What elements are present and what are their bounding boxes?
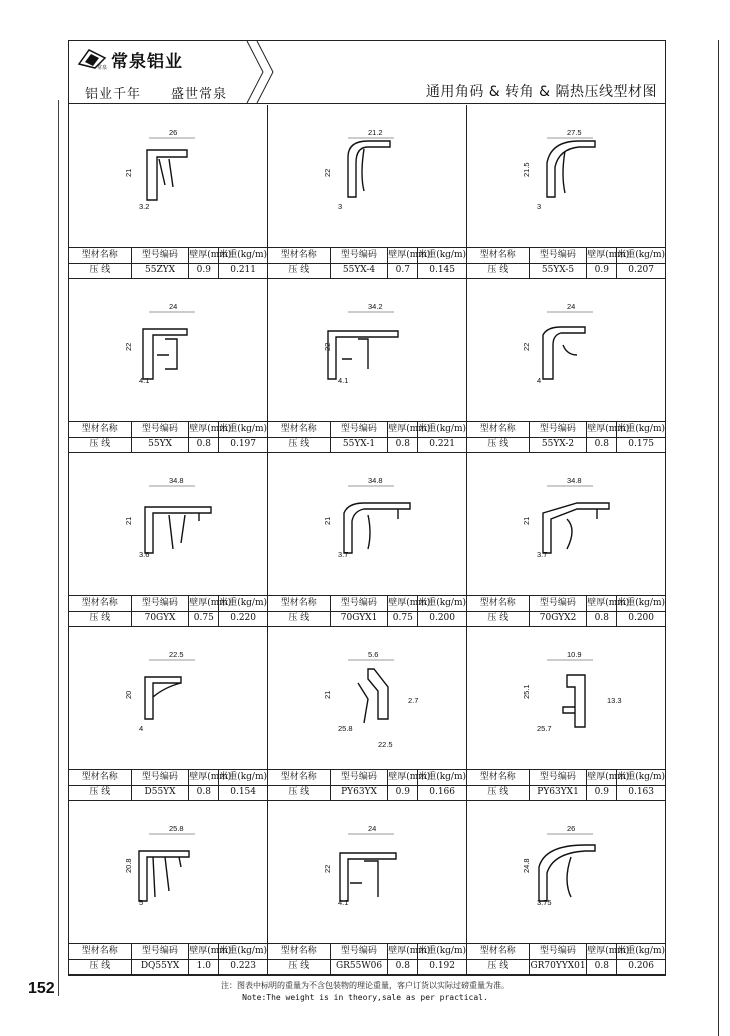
spec-table bbox=[268, 421, 466, 452]
profile-name: 压 线 bbox=[69, 263, 132, 278]
profile-cell bbox=[467, 105, 665, 279]
spec-header-cell: 米重(kg/m) bbox=[418, 424, 466, 434]
spec-header-row bbox=[467, 944, 665, 960]
spec-header-cell: 壁厚(mm) bbox=[189, 770, 219, 785]
spec-header-cell: 米重(kg/m) bbox=[617, 772, 665, 782]
profile-shape bbox=[145, 507, 211, 553]
header-rule bbox=[69, 103, 665, 104]
spec-table bbox=[467, 421, 665, 452]
profile-code: 55YX-1 bbox=[331, 437, 389, 452]
spec-value-row bbox=[69, 959, 267, 974]
wall-thickness: 0.7 bbox=[388, 263, 418, 278]
profile-shape bbox=[145, 677, 181, 719]
spec-header-row bbox=[69, 422, 267, 438]
profile-drawing bbox=[69, 105, 268, 249]
dimension-label: 22.5 bbox=[169, 650, 184, 659]
spec-header-cell: 壁厚(mm) bbox=[388, 422, 418, 437]
brand-name: 常泉铝业 bbox=[111, 51, 183, 72]
profile-cell bbox=[69, 627, 268, 801]
dimension-label: 3 bbox=[338, 202, 343, 211]
wall-thickness: 0.9 bbox=[189, 263, 219, 278]
wall-thickness: 1.0 bbox=[189, 959, 219, 974]
spec-value-row bbox=[268, 611, 466, 626]
profile-cell bbox=[467, 453, 665, 627]
wall-thickness: 0.9 bbox=[587, 785, 617, 800]
dimension-label: 20 bbox=[124, 690, 133, 699]
spec-header-cell: 型号编码 bbox=[530, 422, 588, 437]
spec-header-cell: 型材名称 bbox=[69, 422, 132, 437]
dimension-label: 4 bbox=[139, 724, 144, 733]
spec-header-cell: 壁厚(mm) bbox=[189, 248, 219, 263]
wall-thickness: 0.8 bbox=[587, 437, 617, 452]
footer-note-cn: 注：图表中标明的重量为不含包装物的理论重量，客户订货以实际过磅重量为准。 bbox=[221, 981, 509, 990]
profile-drawing bbox=[268, 627, 467, 771]
profile-drawing bbox=[268, 105, 467, 249]
profile-name: 压 线 bbox=[69, 437, 132, 452]
wall-thickness: 0.9 bbox=[587, 263, 617, 278]
profile-name: 压 线 bbox=[268, 611, 331, 626]
profile-drawing bbox=[69, 627, 268, 771]
dimension-label: 34.8 bbox=[169, 476, 184, 485]
wall-thickness: 0.8 bbox=[388, 959, 418, 974]
spec-header-cell: 型材名称 bbox=[467, 596, 530, 611]
spec-header-row bbox=[268, 248, 466, 264]
wall-thickness: 0.75 bbox=[189, 611, 219, 626]
profile-name: 压 线 bbox=[69, 611, 132, 626]
spec-value-row bbox=[69, 785, 267, 800]
profile-shape bbox=[340, 853, 396, 901]
spec-header-cell: 型号编码 bbox=[132, 770, 190, 785]
dimension-label: 21.2 bbox=[368, 128, 383, 137]
dimension-label: 34.8 bbox=[368, 476, 383, 485]
profile-code: 55YX-5 bbox=[530, 263, 588, 278]
spec-header-cell: 型材名称 bbox=[268, 422, 331, 437]
profile-drawing bbox=[268, 801, 467, 945]
profile-name: 压 线 bbox=[467, 611, 530, 626]
dimension-label: 22 bbox=[323, 342, 332, 351]
spec-header-cell: 型材名称 bbox=[268, 944, 331, 959]
dimension-label: 4.1 bbox=[338, 898, 349, 907]
profile-name: 压 线 bbox=[467, 437, 530, 452]
spec-header-cell: 型号编码 bbox=[331, 944, 389, 959]
dimension-label: 20.8 bbox=[124, 858, 133, 873]
meter-weight: 0.163 bbox=[628, 787, 654, 797]
slogan-left: 铝业千年 bbox=[85, 87, 142, 102]
profile-drawing bbox=[69, 279, 268, 423]
dimension-label: 34.8 bbox=[567, 476, 582, 485]
spec-header-cell: 壁厚(mm) bbox=[388, 770, 418, 785]
spec-header-cell: 型号编码 bbox=[132, 422, 190, 437]
spec-header-cell: 型号编码 bbox=[331, 770, 389, 785]
dimension-label: 3.2 bbox=[139, 202, 150, 211]
spec-header-row bbox=[268, 596, 466, 612]
profile-code: 55YX-4 bbox=[331, 263, 389, 278]
header-chevron-icon bbox=[247, 41, 287, 104]
meter-weight: 0.166 bbox=[429, 787, 455, 797]
spec-header-cell: 型材名称 bbox=[69, 770, 132, 785]
logo-icon bbox=[77, 48, 107, 70]
profile-shape bbox=[143, 329, 187, 379]
spec-header-cell: 型材名称 bbox=[467, 944, 530, 959]
profile-name: 压 线 bbox=[268, 437, 331, 452]
spec-header-cell: 壁厚(mm) bbox=[189, 944, 219, 959]
meter-weight: 0.200 bbox=[429, 613, 455, 623]
spec-header-cell: 型号编码 bbox=[132, 944, 190, 959]
spec-value-row bbox=[467, 437, 665, 452]
profile-code: GR70YYX01 bbox=[530, 959, 588, 974]
spec-header-cell: 米重(kg/m) bbox=[418, 250, 466, 260]
spec-table bbox=[467, 595, 665, 626]
meter-weight: 0.206 bbox=[628, 961, 654, 971]
spec-header-cell: 壁厚(mm) bbox=[587, 248, 617, 263]
dimension-label: 21 bbox=[124, 168, 133, 177]
spec-header-cell: 壁厚(mm) bbox=[587, 596, 617, 611]
meter-weight: 0.197 bbox=[230, 439, 256, 449]
profile-shape bbox=[543, 503, 609, 553]
spec-header-cell: 型材名称 bbox=[268, 248, 331, 263]
dimension-label: 25.8 bbox=[338, 724, 353, 733]
spec-table bbox=[69, 421, 267, 452]
profile-name: 压 线 bbox=[268, 263, 331, 278]
profile-code: PY63YX1 bbox=[530, 785, 588, 800]
profile-drawing bbox=[268, 279, 467, 423]
spec-header-cell: 型号编码 bbox=[331, 422, 389, 437]
spec-header-row bbox=[268, 770, 466, 786]
spec-table bbox=[268, 247, 466, 278]
spec-value-row bbox=[268, 263, 466, 278]
spec-header-cell: 型号编码 bbox=[530, 770, 588, 785]
meter-weight: 0.145 bbox=[429, 265, 455, 275]
spec-value-row bbox=[467, 263, 665, 278]
profile-code: GR55W06 bbox=[331, 959, 389, 974]
spec-header-cell: 型材名称 bbox=[268, 596, 331, 611]
catalog-sheet bbox=[68, 40, 666, 976]
wall-thickness: 0.8 bbox=[587, 611, 617, 626]
spec-header-cell: 壁厚(mm) bbox=[587, 770, 617, 785]
brand bbox=[77, 45, 183, 73]
spec-header-cell: 型材名称 bbox=[467, 248, 530, 263]
spec-value-row bbox=[268, 437, 466, 452]
profile-code: DQ55YX bbox=[132, 959, 190, 974]
spec-header-cell: 型材名称 bbox=[467, 770, 530, 785]
spec-header-cell: 壁厚(mm) bbox=[587, 422, 617, 437]
dimension-label: 3.75 bbox=[537, 898, 552, 907]
profile-code: 70GYX bbox=[132, 611, 190, 626]
meter-weight: 0.154 bbox=[230, 787, 256, 797]
spec-header-cell: 米重(kg/m) bbox=[617, 598, 665, 608]
spec-table bbox=[268, 943, 466, 974]
spec-header-cell: 壁厚(mm) bbox=[388, 944, 418, 959]
spec-value-row bbox=[268, 785, 466, 800]
profile-drawing bbox=[69, 453, 268, 597]
dimension-label: 22 bbox=[522, 342, 531, 351]
slogan-right: 盛世常泉 bbox=[171, 87, 228, 102]
dimension-label: 4 bbox=[537, 376, 542, 385]
page-header bbox=[69, 41, 665, 105]
spec-value-row bbox=[467, 785, 665, 800]
spec-value-row bbox=[69, 263, 267, 278]
spec-header-row bbox=[268, 422, 466, 438]
spec-header-cell: 米重(kg/m) bbox=[219, 424, 267, 434]
profile-drawing bbox=[69, 801, 268, 945]
profile-code: D55YX bbox=[132, 785, 190, 800]
spec-header-row bbox=[69, 596, 267, 612]
wall-thickness: 0.8 bbox=[189, 437, 219, 452]
profile-code: 55ZYX bbox=[132, 263, 190, 278]
spec-table bbox=[69, 595, 267, 626]
dimension-label: 22.5 bbox=[378, 740, 393, 749]
profile-code: 55YX bbox=[132, 437, 190, 452]
dimension-label: 13.3 bbox=[607, 696, 622, 705]
spec-header-row bbox=[467, 422, 665, 438]
dimension-label: 24 bbox=[567, 302, 576, 311]
spec-value-row bbox=[467, 611, 665, 626]
profile-cell bbox=[268, 105, 467, 279]
spec-header-cell: 型号编码 bbox=[331, 248, 389, 263]
spec-header-cell: 米重(kg/m) bbox=[219, 250, 267, 260]
dimension-label: 22 bbox=[323, 168, 332, 177]
meter-weight: 0.175 bbox=[628, 439, 654, 449]
profile-shape bbox=[344, 503, 410, 553]
dimension-label: 25.1 bbox=[522, 684, 531, 699]
profile-cell bbox=[268, 801, 467, 975]
spec-header-cell: 型号编码 bbox=[530, 248, 588, 263]
dimension-label: 3 bbox=[537, 202, 542, 211]
spec-header-cell: 型材名称 bbox=[268, 770, 331, 785]
spec-table bbox=[467, 943, 665, 974]
footer-note-en: Note:The weight is in theory,sale as per practical. bbox=[242, 993, 488, 1002]
profile-cell bbox=[69, 801, 268, 975]
profile-cell bbox=[69, 105, 268, 279]
wall-thickness: 0.75 bbox=[388, 611, 418, 626]
dimension-label: 25.8 bbox=[169, 824, 184, 833]
spec-header-cell: 型材名称 bbox=[69, 248, 132, 263]
spec-header-cell: 米重(kg/m) bbox=[219, 772, 267, 782]
dimension-label: 24.8 bbox=[522, 858, 531, 873]
spec-header-cell: 米重(kg/m) bbox=[418, 772, 466, 782]
dimension-label: 21 bbox=[323, 516, 332, 525]
profile-drawing bbox=[467, 801, 666, 945]
wall-thickness: 0.8 bbox=[189, 785, 219, 800]
profile-code: 55YX-2 bbox=[530, 437, 588, 452]
meter-weight: 0.220 bbox=[230, 613, 256, 623]
spec-header-cell: 型号编码 bbox=[530, 944, 588, 959]
dimension-label: 3.7 bbox=[338, 550, 349, 559]
profile-name: 压 线 bbox=[467, 959, 530, 974]
meter-weight: 0.192 bbox=[429, 961, 455, 971]
spec-header-cell: 米重(kg/m) bbox=[219, 946, 267, 956]
profile-cell bbox=[467, 801, 665, 975]
spec-header-row bbox=[69, 770, 267, 786]
profile-shape bbox=[147, 150, 187, 200]
profile-name: 压 线 bbox=[467, 263, 530, 278]
logo-text: 常泉 bbox=[97, 65, 108, 71]
meter-weight: 0.223 bbox=[230, 961, 256, 971]
spec-header-row bbox=[69, 944, 267, 960]
profile-cell bbox=[69, 453, 268, 627]
profile-shape bbox=[539, 845, 595, 901]
spec-table bbox=[268, 595, 466, 626]
profile-name: 压 线 bbox=[268, 959, 331, 974]
dimension-label: 24 bbox=[368, 824, 377, 833]
meter-weight: 0.211 bbox=[230, 265, 256, 275]
spec-header-cell: 型号编码 bbox=[331, 596, 389, 611]
profile-cell bbox=[268, 279, 467, 453]
profile-name: 压 线 bbox=[69, 959, 132, 974]
dimension-label: 2.7 bbox=[408, 696, 419, 705]
profile-cell bbox=[467, 627, 665, 801]
profile-shape bbox=[139, 851, 189, 901]
spec-header-row bbox=[268, 944, 466, 960]
spec-table bbox=[69, 943, 267, 974]
page-number: 152 bbox=[28, 980, 55, 997]
page-edge-line bbox=[718, 40, 719, 1036]
spec-header-cell: 型材名称 bbox=[69, 944, 132, 959]
profile-cell bbox=[268, 627, 467, 801]
meter-weight: 0.221 bbox=[429, 439, 455, 449]
spec-header-row bbox=[467, 596, 665, 612]
profile-shape bbox=[348, 141, 390, 197]
spec-header-cell: 型材名称 bbox=[467, 422, 530, 437]
binding-margin-line bbox=[58, 100, 59, 996]
profile-code: PY63YX bbox=[331, 785, 389, 800]
profile-drawing bbox=[467, 279, 666, 423]
spec-header-cell: 米重(kg/m) bbox=[418, 598, 466, 608]
profile-shape bbox=[563, 675, 585, 727]
dimension-label: 22 bbox=[124, 342, 133, 351]
profile-code: 70GYX1 bbox=[331, 611, 389, 626]
dimension-label: 5 bbox=[139, 898, 144, 907]
spec-table bbox=[467, 247, 665, 278]
catalog-title: 通用角码 & 转角 & 隔热压线型材图 bbox=[425, 84, 657, 100]
spec-value-row bbox=[268, 959, 466, 974]
spec-header-cell: 米重(kg/m) bbox=[418, 946, 466, 956]
dimension-label: 21 bbox=[124, 516, 133, 525]
dimension-label: 34.2 bbox=[368, 302, 383, 311]
dimension-label: 27.5 bbox=[567, 128, 582, 137]
spec-value-row bbox=[69, 611, 267, 626]
profile-drawing bbox=[467, 627, 666, 771]
spec-table bbox=[268, 769, 466, 800]
dimension-label: 25.7 bbox=[537, 724, 552, 733]
spec-header-row bbox=[69, 248, 267, 264]
dimension-label: 3.7 bbox=[537, 550, 548, 559]
spec-table bbox=[467, 769, 665, 800]
spec-table bbox=[69, 247, 267, 278]
dimension-label: 21 bbox=[522, 516, 531, 525]
dimension-label: 21 bbox=[323, 690, 332, 699]
profile-cell bbox=[467, 279, 665, 453]
profile-shape bbox=[328, 331, 398, 379]
meter-weight: 0.200 bbox=[628, 613, 654, 623]
profile-name: 压 线 bbox=[69, 785, 132, 800]
dimension-label: 4.1 bbox=[338, 376, 349, 385]
wall-thickness: 0.9 bbox=[388, 785, 418, 800]
spec-header-row bbox=[467, 248, 665, 264]
spec-header-cell: 壁厚(mm) bbox=[189, 596, 219, 611]
spec-header-cell: 米重(kg/m) bbox=[617, 424, 665, 434]
dimension-label: 5.6 bbox=[368, 650, 379, 659]
profile-drawing bbox=[467, 105, 666, 249]
spec-header-cell: 米重(kg/m) bbox=[617, 250, 665, 260]
profile-shape bbox=[543, 327, 585, 379]
spec-header-cell: 型号编码 bbox=[132, 248, 190, 263]
wall-thickness: 0.8 bbox=[587, 959, 617, 974]
dimension-label: 26 bbox=[567, 824, 576, 833]
profile-name: 压 线 bbox=[467, 785, 530, 800]
spec-table bbox=[69, 769, 267, 800]
spec-header-cell: 壁厚(mm) bbox=[587, 944, 617, 959]
profile-cell bbox=[69, 279, 268, 453]
profile-drawing bbox=[268, 453, 467, 597]
dimension-label: 21.5 bbox=[522, 162, 531, 177]
spec-value-row bbox=[467, 959, 665, 974]
dimension-label: 22 bbox=[323, 864, 332, 873]
profile-cell bbox=[268, 453, 467, 627]
spec-header-cell: 壁厚(mm) bbox=[189, 422, 219, 437]
profile-shape bbox=[358, 669, 388, 723]
profile-drawing bbox=[467, 453, 666, 597]
dimension-label: 3.6 bbox=[139, 550, 150, 559]
dimension-label: 10.9 bbox=[567, 650, 582, 659]
spec-header-cell: 型号编码 bbox=[132, 596, 190, 611]
spec-header-row bbox=[467, 770, 665, 786]
spec-header-cell: 壁厚(mm) bbox=[388, 596, 418, 611]
profile-name: 压 线 bbox=[268, 785, 331, 800]
profile-code: 70GYX2 bbox=[530, 611, 588, 626]
spec-header-cell: 型号编码 bbox=[530, 596, 588, 611]
dimension-label: 4.1 bbox=[139, 376, 150, 385]
wall-thickness: 0.8 bbox=[388, 437, 418, 452]
dimension-label: 24 bbox=[169, 302, 178, 311]
spec-header-cell: 米重(kg/m) bbox=[219, 598, 267, 608]
spec-header-cell: 壁厚(mm) bbox=[388, 248, 418, 263]
meter-weight: 0.207 bbox=[628, 265, 654, 275]
profile-shape bbox=[547, 141, 595, 197]
dimension-label: 26 bbox=[169, 128, 178, 137]
spec-header-cell: 米重(kg/m) bbox=[617, 946, 665, 956]
spec-value-row bbox=[69, 437, 267, 452]
spec-header-cell: 型材名称 bbox=[69, 596, 132, 611]
